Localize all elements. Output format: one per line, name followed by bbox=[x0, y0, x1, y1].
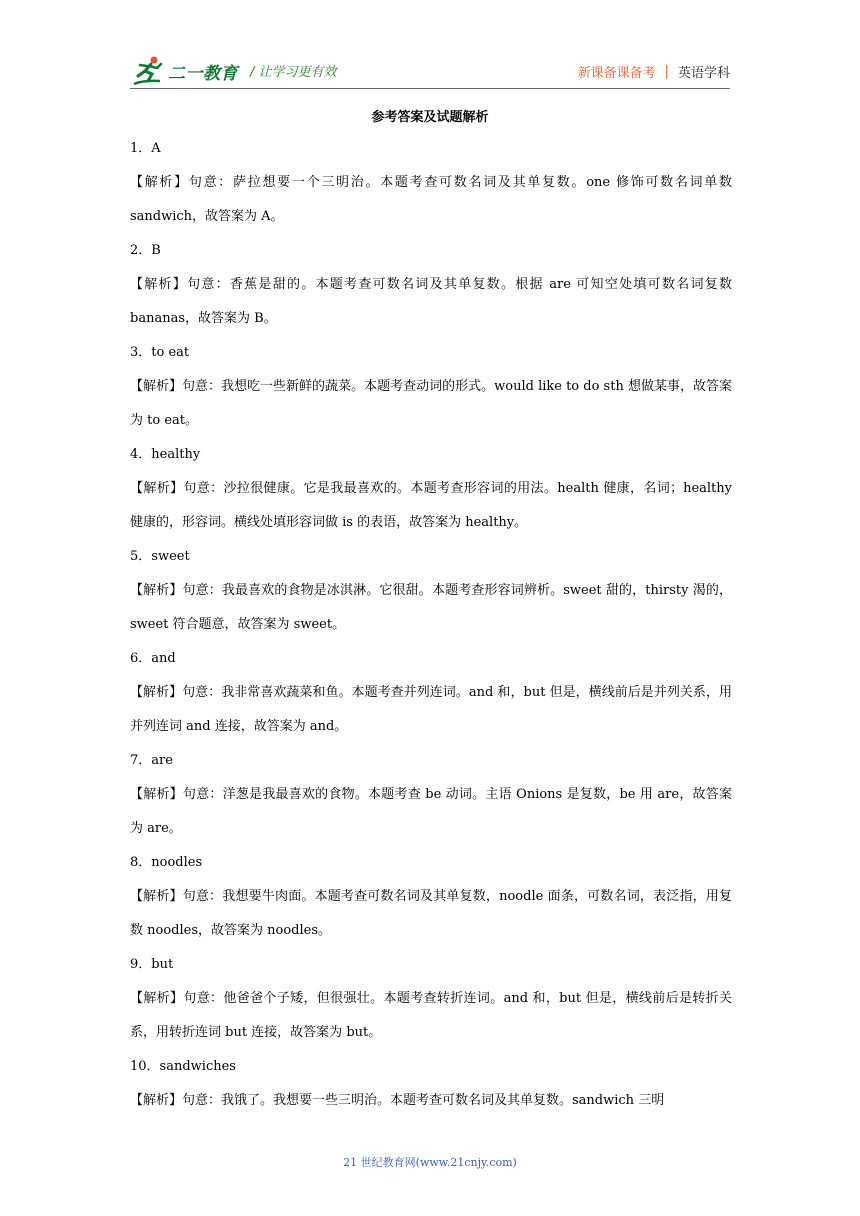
answer-number: 2．B bbox=[130, 243, 161, 258]
running-figure-icon bbox=[130, 54, 166, 88]
header-right bbox=[578, 62, 730, 81]
logo-text: 二一教育 bbox=[168, 63, 238, 84]
answer-explanation: 【解析】句意：我非常喜欢蔬菜和鱼。本题考查并列连词。and 和，but 但是，横线前后是并列关系，用并列连词 and 连接，故答案为 and。 bbox=[130, 685, 732, 734]
answer-explanation: 【解析】句意：我饿了。我想要一些三明治。本题考查可数名词及其单复数。sandwich 三明 bbox=[130, 1093, 665, 1108]
answer-explanation: 【解析】句意：香蕉是甜的。本题考查可数名词及其单复数。根据 are 可知空处填可数名词复数 bananas，故答案为 B。 bbox=[130, 277, 732, 326]
answer-number: 8．noodles bbox=[130, 855, 203, 870]
answer-explanation: 【解析】句意：萨拉想要一个三明治。本题考查可数名词及其单复数。one 修饰可数名词单数 sandwich，故答案为 A。 bbox=[130, 175, 732, 224]
subject-label: 英语学科 bbox=[677, 66, 730, 81]
answer-list bbox=[130, 132, 732, 1118]
answer-explanation: 【解析】句意：沙拉很健康。它是我最喜欢的。本题考查形容词的用法。health 健康，名词；healthy 健康的，形容词。横线处填形容词做 is 的表语，故答案为 healthy。 bbox=[130, 481, 732, 530]
header-separator: | bbox=[664, 64, 669, 79]
answer-number: 5．sweet bbox=[130, 549, 190, 564]
exam-label: 新课备课备考 bbox=[577, 66, 656, 81]
logo bbox=[130, 54, 238, 88]
header-divider bbox=[130, 88, 730, 89]
answer-explanation: 【解析】句意：我最喜欢的食物是冰淇淋。它很甜。本题考查形容词辨析。sweet 甜的，thirsty 渴的，sweet 符合题意，故答案为 sweet。 bbox=[130, 583, 732, 632]
page-header bbox=[130, 54, 730, 90]
answer-explanation: 【解析】句意：我想吃一些新鲜的蔬菜。本题考查动词的形式。would like to do sth 想做某事，故答案为 to eat。 bbox=[130, 379, 732, 428]
answer-number: 1．A bbox=[130, 141, 161, 156]
answer-number: 9．but bbox=[130, 957, 174, 972]
answer-number: 10．sandwiches bbox=[130, 1059, 236, 1074]
answer-number: 6．and bbox=[130, 651, 176, 666]
answer-explanation: 【解析】句意：洋葱是我最喜欢的食物。本题考查 be 动词。主语 Onions 是复数，be 用 are，故答案为 are。 bbox=[130, 787, 732, 836]
answer-number: 3．to eat bbox=[130, 345, 190, 360]
answer-explanation: 【解析】句意：我想要牛肉面。本题考查可数名词及其单复数，noodle 面条，可数名词，表泛指，用复数 noodles，故答案为 noodles。 bbox=[130, 889, 732, 938]
page-title: 参考答案及试题解析 bbox=[371, 110, 489, 125]
answer-number: 4．healthy bbox=[130, 447, 201, 462]
answer-number: 7．are bbox=[130, 753, 173, 768]
answer-explanation: 【解析】句意：他爸爸个子矮，但很强壮。本题考查转折连词。and 和，but 但是，横线前后是转折关系，用转折连词 but 连接，故答案为 but。 bbox=[130, 991, 732, 1040]
slogan: / 让学习更有效 bbox=[250, 65, 337, 80]
page-footer: 21 世纪教育网(www.21cnjy.com) bbox=[343, 1156, 517, 1169]
